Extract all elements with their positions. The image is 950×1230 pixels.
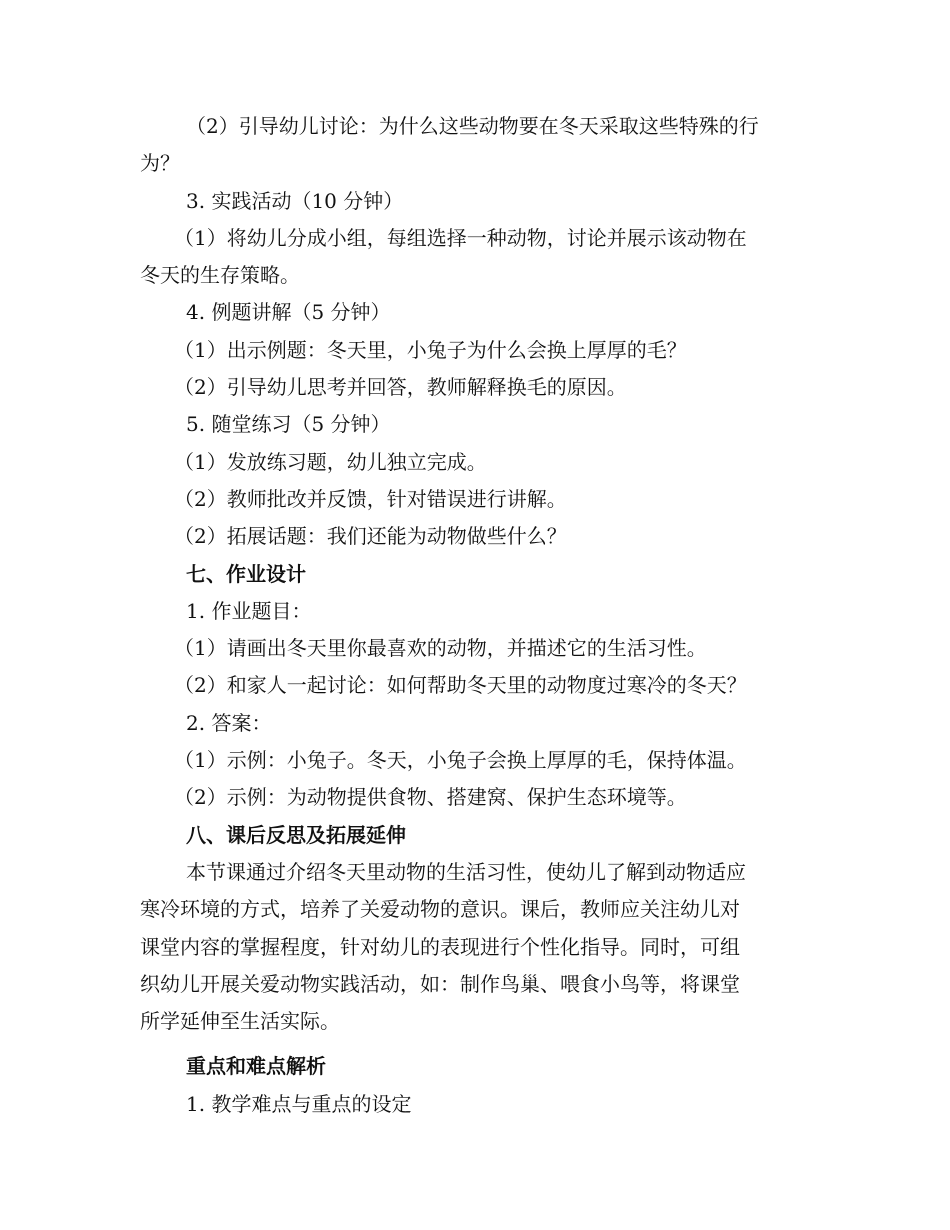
spacer <box>140 1040 808 1048</box>
paragraph-line: 课堂内容的掌握程度，针对幼儿的表现进行个性化指导。同时，可组 <box>140 934 740 959</box>
section-heading-homework: 七、作业设计 <box>186 561 306 586</box>
paragraph-line: 本节课通过介绍冬天里动物的生活习性，使幼儿了解到动物适应 <box>186 859 746 884</box>
list-item: （1）将幼儿分成小组，每组选择一种动物，讨论并展示该动物在 <box>174 225 747 250</box>
list-item-continuation: 为？ <box>140 151 180 176</box>
paragraph-line: 织幼儿开展关爱动物实践活动，如：制作鸟巢、喂食小鸟等，将课堂 <box>140 971 740 996</box>
list-item: （1）发放练习题，幼儿独立完成。 <box>174 449 487 474</box>
list-item: （1）示例：小兔子。冬天，小兔子会换上厚厚的毛，保持体温。 <box>174 748 747 773</box>
subsection-title: 1. 作业题目： <box>186 598 312 623</box>
list-item: （2）示例：为动物提供食物、搭建窝、保护生态环境等。 <box>174 785 687 810</box>
section-heading-reflection: 八、课后反思及拓展延伸 <box>186 822 406 847</box>
list-item: （2）拓展话题：我们还能为动物做些什么？ <box>174 524 567 549</box>
paragraph-line: 寒冷环境的方式，培养了关爱动物的意识。课后，教师应关注幼儿对 <box>140 897 740 922</box>
list-item-continuation: 冬天的生存策略。 <box>140 263 300 288</box>
list-item: （2）教师批改并反馈，针对错误进行讲解。 <box>174 486 567 511</box>
paragraph-line: 所学延伸至生活实际。 <box>140 1009 340 1034</box>
list-item: （2）引导幼儿思考并回答，教师解释换毛的原因。 <box>174 375 627 400</box>
section-step-4: 4. 例题讲解（5 分钟） <box>186 300 391 325</box>
list-item: （1）出示例题：冬天里，小兔子为什么会换上厚厚的毛？ <box>174 337 687 362</box>
subsection-title: 1. 教学难点与重点的设定 <box>186 1091 412 1116</box>
list-item: （1）请画出冬天里你最喜欢的动物，并描述它的生活习性。 <box>174 636 707 661</box>
list-item: （2）和家人一起讨论：如何帮助冬天里的动物度过寒冷的冬天？ <box>174 673 747 698</box>
subsection-title: 2. 答案： <box>186 710 272 735</box>
section-step-5: 5. 随堂练习（5 分钟） <box>186 412 391 437</box>
list-item: （2）引导幼儿讨论：为什么这些动物要在冬天采取这些特殊的行 <box>186 114 759 138</box>
section-heading-key-points: 重点和难点解析 <box>186 1054 326 1079</box>
document-body <box>140 108 808 1123</box>
section-step-3: 3. 实践活动（10 分钟） <box>186 188 404 213</box>
